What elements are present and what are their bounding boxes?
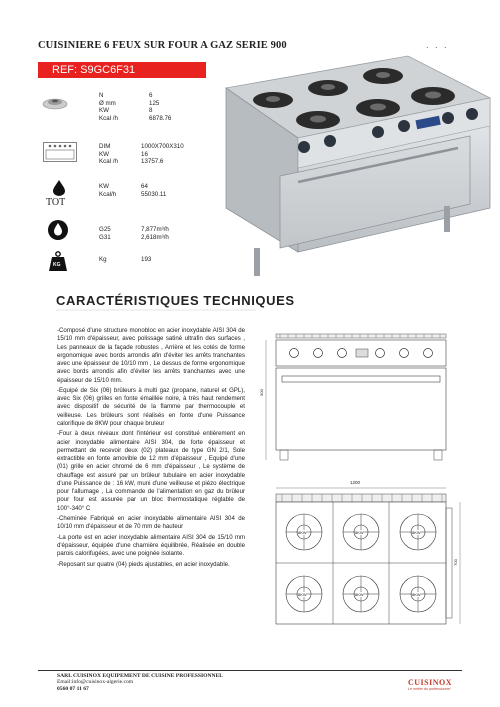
spec-row [99,143,184,151]
spec-key: Kcal /h [99,114,118,122]
spec-key: Kcal /h [99,158,118,165]
description-paragraph: -Composé d'une structure monobloc en acier inoxydable AISI 304 de 15/10 mm d'épaisseur, avec polissage satiné ultrafin des surfaces , Les panneaux de la façade robustes , Arrière et les cotés de forme ergonomique avec bords arrondis afin d'éviter les arrêts tranchantes avec une épaisseur de 10/10 mm , Le dessus de forme ergonomique avec bords arrondis afin d'éviter les arrêts tranchantes avec une épaisseur de 15/10 mm. [57,327,245,384]
spec-row [99,92,171,100]
oven-specs [99,143,184,166]
spec-key: KW [99,150,109,158]
description-paragraph: -Reposant sur quatre (04) pieds ajustables, en acier inoxydable. [57,560,230,568]
total-specs [99,183,166,198]
spec-row [99,107,171,115]
logo-tagline: Le métier du professionnel [408,687,451,691]
spec-row [99,151,184,159]
burner-specs [99,92,171,122]
description-paragraph: -Equipé de Six (06) brûleurs à multi gaz (propane, naturel et GPL), avec Six (06) grilles en fonte émaillée noire, à très haut rendement avec dispositif de sécurité de la flamme par thermocouple et veilleuse. Les brûleurs sont réalisés en fonte d'une Puissance calorifique de 8KW pour chaque bruleur [57,386,245,427]
corner-mark: . . . [426,40,449,50]
spec-value: 6 [149,92,153,99]
product-title: CUISINIERE 6 FEUX SUR FOUR A GAZ SERIE 900 [38,40,287,51]
spec-value: 8 [149,107,153,114]
spec-row [99,191,166,199]
spec-key: Ø mm [99,99,116,107]
burner-label-4: 8KW [298,592,307,597]
spec-key: G25 [99,226,111,233]
burner-label-3: 8KW [412,530,421,535]
company-info [57,673,223,692]
description-paragraph: -Four à deux niveaux dont l'intérieur est constitué entièrement en acier inoxydable alimentaire AISI 304, de forte épaisseur et permettant de recevoir deux (02) plateaux de type GN 2/1, Sole extractible en fonte amovible de 12 mm d'épaisseur , Equipé d'une (01) grille en acier chromé de 6 mm d'épaisseur , Le système de chauffage est assuré par un brûleur tubulaire en acier inoxydable d'une Puissance de : 16 kW, muni d'une veilleuse et piézo électrique pour l'allumage , La commande de l'alimentation en gaz du brûleur pour four est assurée par un bloc thermostatique réglable de 100°-340° C [57,430,245,512]
spec-key: DIM [99,143,111,150]
weight-icon-label: KG [53,262,61,268]
section-title: CARACTÉRISTIQUES TECHNIQUES [56,293,295,308]
burner-label-6: 8KW [412,592,421,597]
top-depth-label: 700 [452,559,458,566]
spec-value: 125 [149,99,160,107]
spec-row [99,115,171,123]
spec-key: KW [99,107,109,114]
spec-row [99,256,151,264]
section-underline [56,309,256,313]
description [57,327,245,571]
weight-specs [99,256,151,264]
spec-row [99,226,169,234]
logo-wordmark: CUISINOX [408,678,453,687]
spec-value: 7,877m³/h [141,226,169,233]
spec-value: 6878.76 [149,114,172,122]
gas-specs [99,226,169,241]
spec-value: 2,618m³/h [141,233,169,241]
tot-label: TOT [46,197,66,208]
description-paragraph: -Cheminée Fabriqué en acier inoxydable alimentaire AISI 304 de 10/10 mm d'épaisseur et de 70 mm de hauteur [57,515,245,531]
spec-key: N [99,92,104,99]
company-logo [408,678,452,691]
company-name: SARL CUISINOX EQUIPEMENT DE CUISINE PROFESSIONNEL [57,673,224,679]
company-phone: 0560 07 11 67 [57,685,89,692]
reference-banner: REF: S9GC6F31 [38,62,206,78]
spec-value: 1000X700X310 [141,143,184,150]
footer-divider [38,670,462,671]
spec-key: KW [99,183,109,190]
spec-row [99,158,184,166]
burner-icon [42,96,68,110]
spec-row [99,100,171,108]
company-email: Email:info@cuisinox-algerie.com [57,679,134,686]
description-paragraph: -La porte est en acier inoxydable alimentaire AISI 304 de 15/10 mm d'épaisseur, équipée d'une charnière équilibrée, Réalisée en double parois calorifugées, avec une poignée isolante. [57,533,245,558]
burner-label-2: 8KW [355,530,364,535]
spec-value: 193 [141,256,152,263]
top-drawing [258,486,468,636]
flame-icon [53,180,65,196]
weight-icon [48,251,68,271]
spec-value: 16 [141,150,148,158]
top-width-label: 1200 [350,480,361,485]
front-height-label: 900 [258,389,264,396]
burner-label-1: 8KW [298,530,307,535]
gas-drop-icon [47,219,69,241]
front-drawing [258,328,458,468]
spec-key: Kcal/h [99,190,117,198]
spec-value: 64 [141,183,148,190]
burner-label-5: 8KW [355,592,364,597]
spec-value: 13757.6 [141,158,164,165]
spec-key: G31 [99,233,111,241]
oven-icon [43,142,77,162]
product-photo [218,48,500,280]
spec-key: Kg [99,256,107,263]
spec-value: 55030.11 [141,190,167,198]
spec-row [99,183,166,191]
spec-row [99,234,169,242]
